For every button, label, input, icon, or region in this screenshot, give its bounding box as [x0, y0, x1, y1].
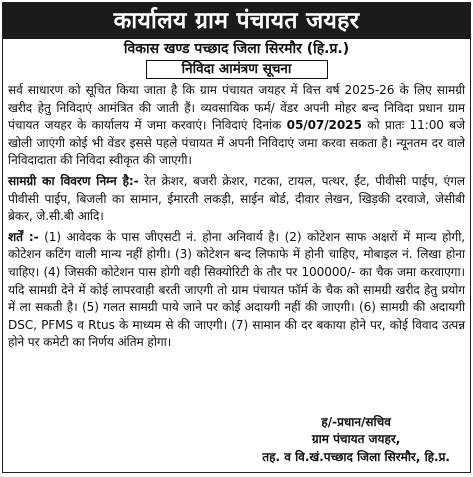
notice-page [2, 2, 471, 473]
notice-heading: निविदा आमंत्रण सूचना [146, 60, 328, 79]
opening-date: 05/07/2025 [286, 118, 362, 133]
materials-list: रेत क्रेशर, बजरी क्रेशर, गटका, टायल, पत्थर, ईंट, पीवीसी पाईप, एंगल पीवीसी पाईप, बिजली का सामान, ईमारती लकड़ी, साईन बोर्ड, दीवार लेखन, खिड़की दरवाजे, जेसीबी ब्रेकर, जे.सी.बी आदि। [8, 173, 465, 224]
office-title: कार्यालय ग्राम पंचायत जयहर [3, 3, 470, 39]
intro-text-part2: को प्रातः 11:00 बजे खोली जाएंगी कोई भी वेंडर इससे पहले पंचायत में अपनी निविदाएं जमा करवा सकता है। न्यूनतम दर वाले निविदादाता की निविदा स्वीकृत की जाएगी। [8, 118, 465, 168]
conditions-text: (1) आवेदक के पास जीएसटी नं. होना अनिवार्य है। (2) कोटेशन साफ अक्षरों में मान्य होगी, कोटेशन कटिंग वाली मान्य नहीं होगी। (3) कोटेशन बन्द लिफाफे में होनी चाहिए, मोबाइल नं. लिखा होना चाहिए। (4) जिसकी कोटेशन पास होगी वही सिक्योरिटी के तौर पर 100000/- का चैक जमा करवाएगा। यदि सामग्री देने में कोई लापरवाही बरती जाएगी तो ग्राम पंचायत फॉर्म के चैक को सामग्री खरीद हेतु प्रयोग में ला सकती है। (5) गलत सामग्री पाये जाने पर कोई अदायगी नहीं की जाएगी। (6) सामग्री की अदायगी DSC, PFMS व Rtus के माध्यम से की जाएगी। (7) सामान की दर बकाया होने पर, कोई विवाद उत्पन्न होने पर कमेटी का निर्णय अंतिम होगा। [8, 229, 465, 350]
signatory-title: ह/-प्रधान/सचिव [321, 414, 391, 429]
signatory-address: तह. व वि.खं.पच्छाद जिला सिरमौर, हि.प्र. [262, 449, 450, 464]
conditions-paragraph [8, 229, 465, 352]
office-subtitle: विकास खण्ड पच्छाद जिला सिरमौर (हि.प्र.) [123, 41, 350, 57]
intro-text-part1: सर्व साधारण को सूचित किया जाता है कि ग्राम पंचायत जयहर में वित्त वर्ष 2025-26 के लिए सामग्री खरीद हेतु निविदाएं आमंत्रित की जाती हैं। व्यवसायिक फर्म/ वेंडर अपनी मोहर बन्द निविदा प्रधान ग्राम पंचायत जयहर के कार्यालय में जमा करवाएं। निविदाएं दिनांक [8, 83, 465, 133]
materials-label: सामग्री का विवरण निम्न है:- [8, 173, 139, 188]
notice-body [3, 79, 470, 352]
materials-paragraph [8, 173, 465, 226]
intro-paragraph [8, 82, 465, 170]
signature-block [262, 414, 450, 467]
signatory-office: ग्राम पंचायत जयहर, [311, 432, 401, 446]
conditions-label: शर्तें :- [8, 229, 39, 244]
